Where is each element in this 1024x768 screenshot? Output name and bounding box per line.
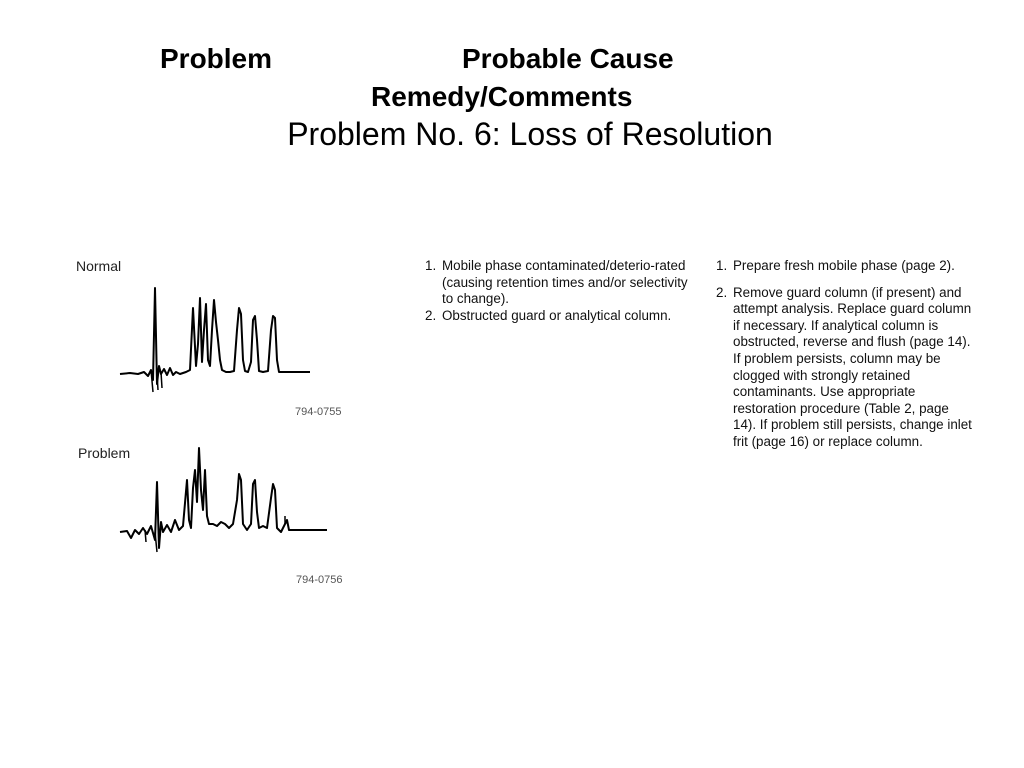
cause-number: 1. [425,258,437,273]
header-probable-cause: Probable Cause [462,43,674,74]
remedy-text: Remove guard column (if present) and attempt analysis. Replace guard column if necessary. If analytical column is obstructed, reverse and flush (page 14). If problem persists, column may be clogged with strongly retained contaminants. Use appropriate restoration procedure (Table 2, page 14). If problem still persists, change inlet frit (page 16) or replace column. [733,284,972,449]
remedy-number: 1. [716,258,728,273]
normal-chromatogram-label: Normal [76,258,122,274]
remedy-number: 2. [716,284,728,300]
slide-title: Problem No. 6: Loss of Resolution [287,116,773,152]
problem-figure-id: 794-0756 [296,574,343,586]
probable-cause-list [425,258,700,324]
cause-item [425,308,700,325]
remedy-item [716,258,974,275]
header-problem: Problem [160,43,273,74]
remedy-list [716,258,974,451]
cause-item [425,258,700,308]
problem-chromatogram-label: Problem [78,445,131,461]
remedy-item [716,285,974,451]
normal-figure-id: 794-0755 [295,406,342,418]
cause-text: Mobile phase contaminated/deterio-rated (causing retention times and/or selectivity to change). [442,258,688,307]
problem-chromatogram [115,440,335,565]
normal-chromatogram [110,270,320,400]
remedy-text: Prepare fresh mobile phase (page 2). [733,258,955,273]
header-remedy-comments: Remedy/Comments [371,81,633,112]
cause-text: Obstructed guard or analytical column. [442,307,672,323]
cause-number: 2. [425,307,437,323]
